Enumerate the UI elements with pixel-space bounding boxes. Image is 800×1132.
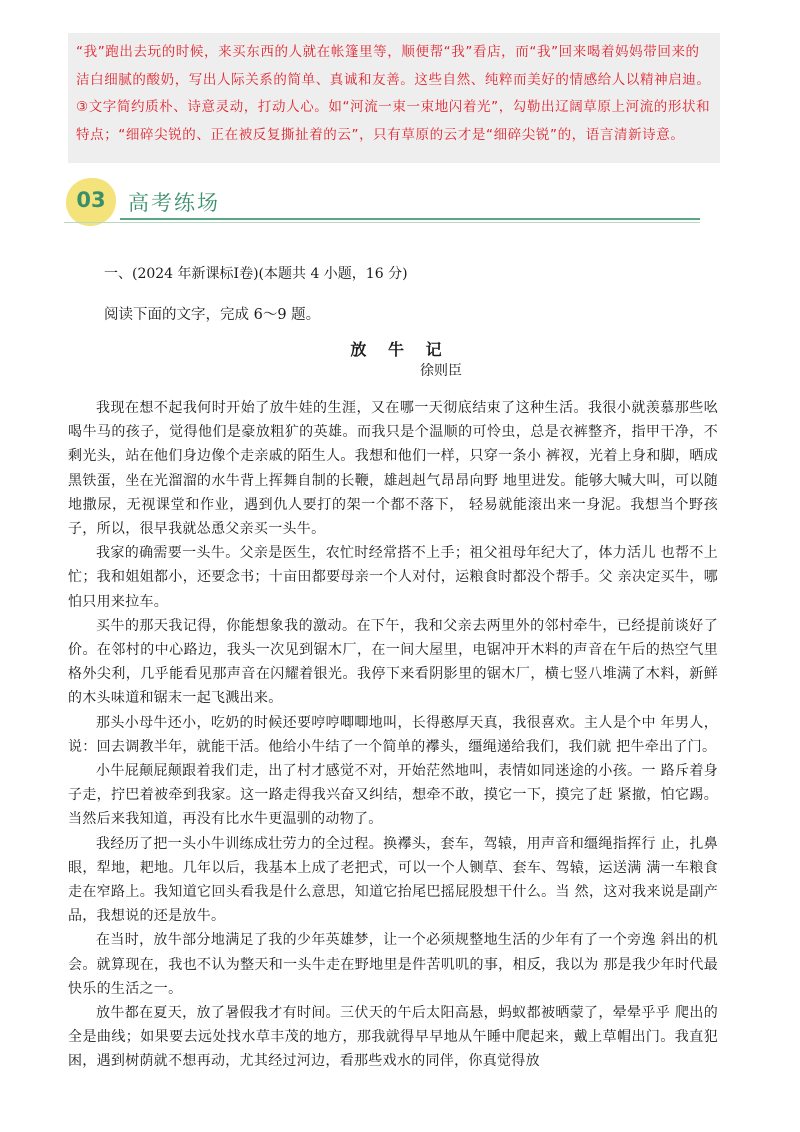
answer-note-box [68, 33, 720, 163]
article-body [68, 396, 718, 1074]
article-paragraph: 放牛都在夏天，放了暑假我才有时间。三伏天的午后太阳高悬，蚂蚁都被晒蒙了，晕晕乎乎 爬出的全是曲线；如果要去远处找水草丰茂的地方，那我就得早早地从午睡中爬起来，戴上草帽出门。我直犯困，遇到树荫就不想再动，尤其经过河边，看那些戏水的同伴，你真觉得放 [68, 1005, 718, 1070]
question-instruction: 阅读下面的文字，完成 6～9 题。 [104, 307, 321, 323]
section-number: 03 [76, 188, 106, 212]
article-paragraph: 我家的确需要一头牛。父亲是医生，农忙时经常搭不上手；祖父祖母年纪大了，体力活儿 也帮不上忙；我和姐姐都小，还要念书；十亩田都要母亲一个人对付，运粮食时都没个帮手。父 亲决定买牛，哪怕只用来拉车。 [68, 545, 718, 610]
section-underline-light [64, 222, 700, 223]
article-paragraph: 我现在想不起我何时开始了放牛娃的生涯，又在哪一天彻底结束了这种生活。我很小就羡慕那些吆喝牛马的孩子，觉得他们是豪放粗犷的英雄。而我只是个温顺的可怜虫，总是衣裤整齐，指甲干净，不剩光头，站在他们身边像个走亲戚的陌生人。我想和他们一样，只穿一条小 裤衩，光着上身和脚，晒成黑铁蛋，坐在光溜溜的水牛背上挥舞自制的长鞭，雄赳赳气昂昂向野 地里进发。能够大喊大叫，可以随地撒尿，无视课堂和作业，遇到仇人要打的架一个都不落下， 轻易就能滚出来一身泥。我想当个野孩子，所以，很早我就怂恿父亲买一头牛。 [68, 400, 718, 538]
article-paragraph: 在当时，放牛部分地满足了我的少年英雄梦，让一个必须规整地生活的少年有了一个旁逸 斜出的机会。就算现在，我也不认为整天和一头牛走在野地里是件苦叽叽的事，相反，我以为 那是我少年时代最快乐的生活之一。 [68, 932, 718, 997]
section-underline [120, 218, 700, 220]
article-paragraph: 那头小母牛还小，吃奶的时候还要哼哼唧唧地叫，长得憨厚天真，我很喜欢。主人是个中 年男人，说：回去调教半年，就能干活。他给小牛结了一个简单的襻头，缰绳递给我们，我们就 把牛牵出了门。 [68, 714, 718, 755]
section-number-badge [64, 178, 120, 226]
article-paragraph: 小牛屁颠屁颠跟着我们走，出了村才感觉不对，开始茫然地叫，表情如同迷途的小孩。一 路斥着身子走，拧巴着被牵到我家。这一路走得我兴奋又纠结，想牵不敢，摸它一下，摸完了赶 紧撤，怕它踢。当然后来我知道，再没有比水牛更温驯的动物了。 [68, 763, 718, 828]
article-author: 徐则臣 [420, 363, 462, 379]
answer-note-text: “我”跑出去玩的时候，来买东西的人就在帐篷里等，顺便帮“我”看店，而“我”回来喝着妈妈带回来的洁白细腻的酸奶，写出人际关系的简单、真诚和友善。这些自然、纯粹而美好的情感给人以精神启迪。③文字简约质朴、诗意灵动，打动人心。如“河流一束一束地闪着光”，勾勒出辽阔草原上河流的形状和特点；“细碎尖锐的、正在被反复撕扯着的云”，只有草原的云才是“细碎尖锐”的，语言清新诗意。 [76, 44, 711, 143]
article-paragraph: 买牛的那天我记得，你能想象我的激动。在下午，我和父亲去两里外的邻村牵牛，已经提前谈好了价。在邻村的中心路边，我头一次见到锯木厂，在一间大屋里，电锯冲开木料的声音在午后的热空气里格外尖利，几乎能看见那声音在闪耀着银光。我停下来看阴影里的锯木厂，横七竖八堆满了木料，新鲜的木头味道和锯末一起飞溅出来。 [68, 617, 718, 707]
question-header: 一、(2024 年新课标Ⅰ卷)(本题共 4 小题，16 分) [104, 266, 408, 282]
article-title: 放 牛 记 [350, 340, 450, 359]
section-title: 高考练场 [128, 191, 220, 215]
article-paragraph: 我经历了把一头小牛训练成壮劳力的全过程。换襻头，套车，驾辕，用声音和缰绳指挥行 止，扎鼻眼，犁地，耙地。几年以后，我基本上成了老把式，可以一个人铡草、套车、驾辕，运送满 满一车粮食走在窄路上。我知道它回头看我是什么意思，知道它抬尾巴摇屁股想干什么。当 然，这对我来说是副产品，我想说的还是放牛。 [68, 835, 718, 925]
